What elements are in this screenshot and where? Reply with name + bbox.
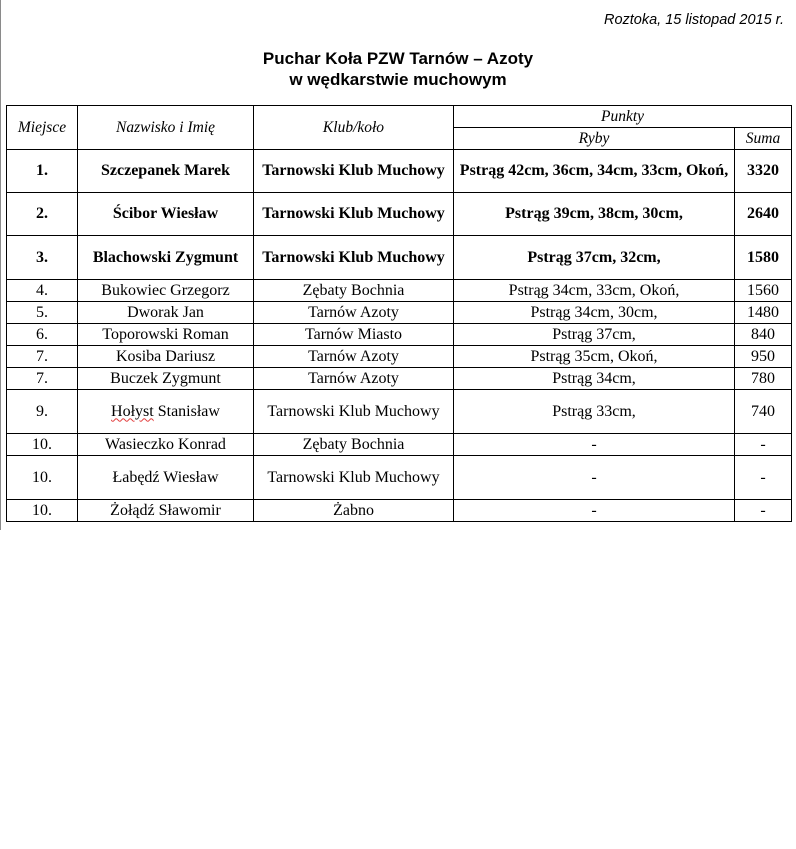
place-cell: 3. bbox=[7, 236, 78, 280]
total-cell: - bbox=[735, 434, 792, 456]
club-cell: Tarnowski Klub Muchowy bbox=[254, 150, 454, 193]
fish-cell: Pstrąg 42cm, 36cm, 34cm, 33cm, Okoń, bbox=[454, 150, 735, 193]
header-row bbox=[7, 106, 792, 128]
table-row bbox=[7, 193, 792, 236]
place-cell: 4. bbox=[7, 280, 78, 302]
name-surname-spellcheck: Hołyst bbox=[111, 402, 154, 420]
name-cell: Kosiba Dariusz bbox=[78, 346, 254, 368]
club-cell: Tarnów Azoty bbox=[254, 368, 454, 390]
club-cell: Tarnów Azoty bbox=[254, 346, 454, 368]
fish-cell: Pstrąg 33cm, bbox=[454, 390, 735, 434]
fish-cell: - bbox=[454, 434, 735, 456]
header-fish: Ryby bbox=[454, 128, 735, 150]
table-row bbox=[7, 390, 792, 434]
total-cell: 3320 bbox=[735, 150, 792, 193]
table-row bbox=[7, 368, 792, 390]
fish-cell: Pstrąg 34cm, 30cm, bbox=[454, 302, 735, 324]
results-table bbox=[6, 105, 792, 522]
club-cell: Tarnowski Klub Muchowy bbox=[254, 390, 454, 434]
name-cell: Wasieczko Konrad bbox=[78, 434, 254, 456]
name-cell: Toporowski Roman bbox=[78, 324, 254, 346]
club-cell: Tarnowski Klub Muchowy bbox=[254, 456, 454, 500]
name-cell: Buczek Zygmunt bbox=[78, 368, 254, 390]
place-cell: 5. bbox=[7, 302, 78, 324]
total-cell: 950 bbox=[735, 346, 792, 368]
table-row bbox=[7, 324, 792, 346]
club-cell: Żabno bbox=[254, 500, 454, 522]
place-cell: 7. bbox=[7, 346, 78, 368]
club-cell: Tarnów Miasto bbox=[254, 324, 454, 346]
header-place: Miejsce bbox=[7, 106, 78, 150]
club-cell: Tarnowski Klub Muchowy bbox=[254, 236, 454, 280]
total-cell: 1560 bbox=[735, 280, 792, 302]
name-firstname: Stanisław bbox=[153, 402, 220, 420]
header-name: Nazwisko i Imię bbox=[78, 106, 254, 150]
club-cell: Tarnów Azoty bbox=[254, 302, 454, 324]
place-cell: 1. bbox=[7, 150, 78, 193]
place-cell: 9. bbox=[7, 390, 78, 434]
place-cell: 10. bbox=[7, 434, 78, 456]
name-cell: Blachowski Zygmunt bbox=[78, 236, 254, 280]
place-cell: 10. bbox=[7, 456, 78, 500]
header-club: Klub/koło bbox=[254, 106, 454, 150]
fish-cell: Pstrąg 37cm, 32cm, bbox=[454, 236, 735, 280]
total-cell: 780 bbox=[735, 368, 792, 390]
fish-cell: Pstrąg 35cm, Okoń, bbox=[454, 346, 735, 368]
fish-cell: - bbox=[454, 500, 735, 522]
place-cell: 7. bbox=[7, 368, 78, 390]
table-row bbox=[7, 236, 792, 280]
total-cell: - bbox=[735, 456, 792, 500]
fish-cell: Pstrąg 37cm, bbox=[454, 324, 735, 346]
document-subtitle: w wędkarstwie muchowym bbox=[289, 70, 507, 89]
name-cell: Szczepanek Marek bbox=[78, 150, 254, 193]
club-cell: Zębaty Bochnia bbox=[254, 280, 454, 302]
table-row bbox=[7, 302, 792, 324]
fish-cell: Pstrąg 34cm, 33cm, Okoń, bbox=[454, 280, 735, 302]
fish-cell: Pstrąg 39cm, 38cm, 30cm, bbox=[454, 193, 735, 236]
name-cell: Łabędź Wiesław bbox=[78, 456, 254, 500]
table-row bbox=[7, 456, 792, 500]
table-row bbox=[7, 500, 792, 522]
name-cell bbox=[78, 390, 254, 434]
place-cell: 2. bbox=[7, 193, 78, 236]
document-title: Puchar Koła PZW Tarnów – Azoty bbox=[262, 49, 534, 68]
table-row bbox=[7, 434, 792, 456]
total-cell: 2640 bbox=[735, 193, 792, 236]
total-cell: - bbox=[735, 500, 792, 522]
table-row bbox=[7, 346, 792, 368]
club-cell: Tarnowski Klub Muchowy bbox=[254, 193, 454, 236]
date-line: Roztoka, 15 listopad 2015 r. bbox=[603, 12, 784, 28]
header-total: Suma bbox=[735, 128, 792, 150]
fish-cell: - bbox=[454, 456, 735, 500]
table-row bbox=[7, 280, 792, 302]
name-cell: Żołądź Sławomir bbox=[78, 500, 254, 522]
name-cell: Bukowiec Grzegorz bbox=[78, 280, 254, 302]
name-cell: Ścibor Wiesław bbox=[78, 193, 254, 236]
place-cell: 10. bbox=[7, 500, 78, 522]
total-cell: 740 bbox=[735, 390, 792, 434]
place-cell: 6. bbox=[7, 324, 78, 346]
header-points: Punkty bbox=[454, 106, 792, 128]
total-cell: 1580 bbox=[735, 236, 792, 280]
club-cell: Zębaty Bochnia bbox=[254, 434, 454, 456]
name-cell: Dworak Jan bbox=[78, 302, 254, 324]
fish-cell: Pstrąg 34cm, bbox=[454, 368, 735, 390]
total-cell: 840 bbox=[735, 324, 792, 346]
total-cell: 1480 bbox=[735, 302, 792, 324]
table-row bbox=[7, 150, 792, 193]
